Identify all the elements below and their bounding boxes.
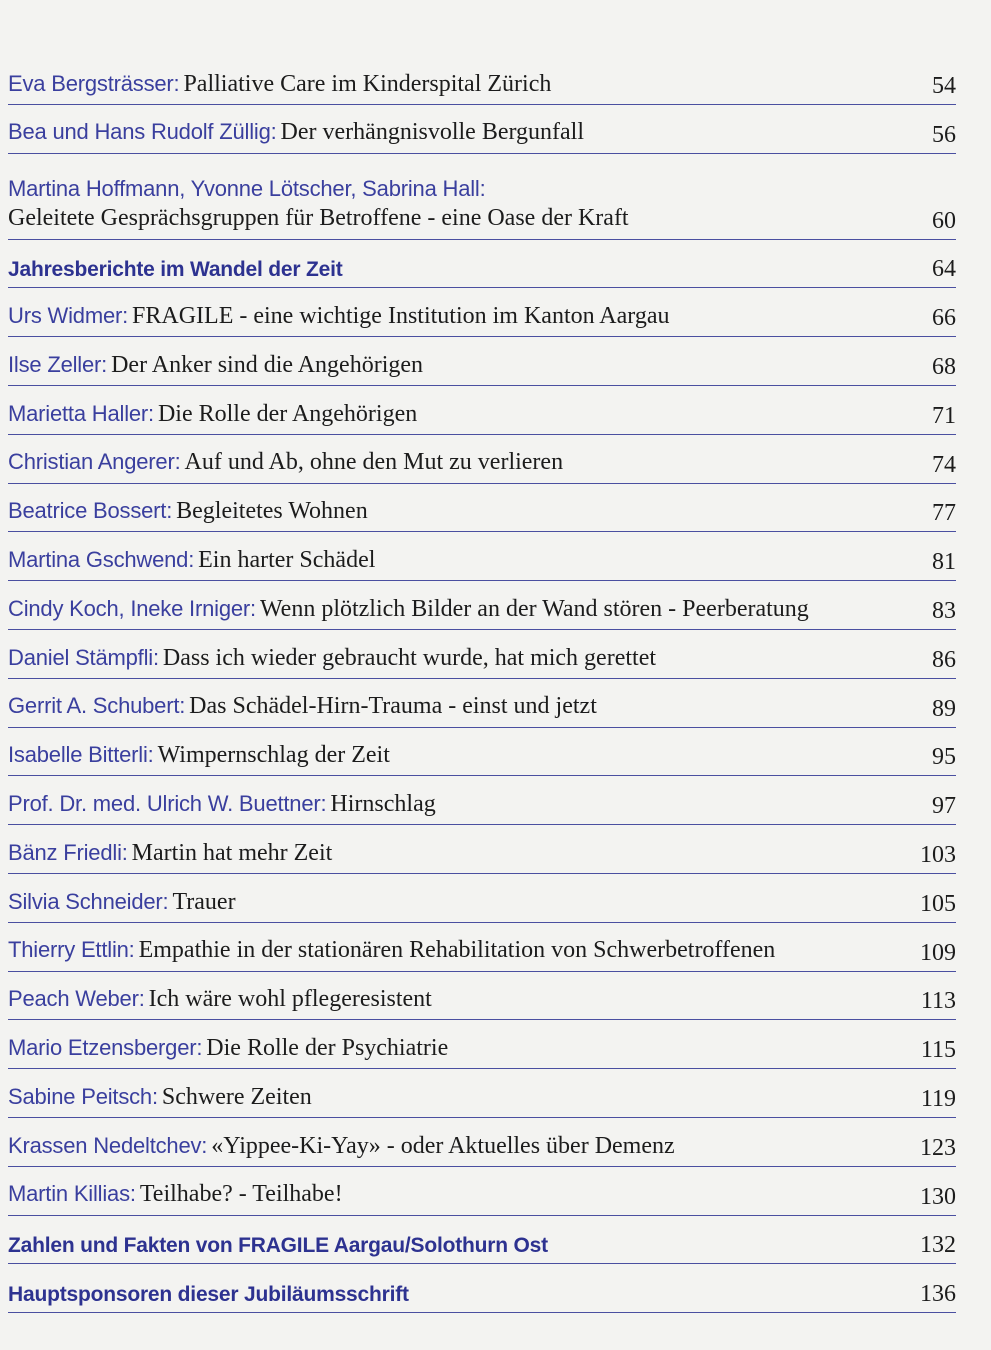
- toc-entry: [8, 154, 956, 240]
- toc-entry: [8, 581, 956, 630]
- toc-page-number: 81: [932, 549, 956, 576]
- toc-section-title: Jahresberichte im Wandel der Zeit: [8, 258, 343, 282]
- toc-page-number: 123: [920, 1134, 956, 1161]
- toc-entry: [8, 728, 956, 777]
- toc-entry: [8, 337, 956, 386]
- toc-title: Begleitetes Wohnen: [176, 498, 368, 525]
- toc-entry-text: [8, 1179, 902, 1210]
- toc-entry-text: [8, 740, 902, 771]
- toc-title: Teilhabe? - Teilhabe!: [139, 1181, 343, 1208]
- toc-entry-text: [8, 1131, 902, 1162]
- toc-page-number: 74: [932, 451, 956, 478]
- toc-title: Der verhängnisvolle Bergunfall: [280, 119, 585, 146]
- toc-entry: [8, 56, 956, 105]
- toc-entry-text: [8, 350, 902, 381]
- toc-author: Cindy Koch, Ineke Irniger:: [8, 595, 256, 621]
- toc-author: Martina Gschwend:: [8, 546, 195, 572]
- toc-title: Martin hat mehr Zeit: [131, 839, 333, 866]
- toc-page-number: 95: [932, 744, 956, 771]
- toc-author: Martina Hoffmann, Yvonne Lötscher, Sabrina Hall:: [8, 175, 486, 201]
- toc-entry: [8, 386, 956, 435]
- toc-author: Prof. Dr. med. Ulrich W. Buettner:: [8, 790, 327, 816]
- toc-entry-text: [8, 496, 902, 527]
- toc-title: Der Anker sind die Angehörigen: [111, 351, 424, 378]
- toc-title: Das Schädel-Hirn-Trauma - einst und jetzt: [189, 693, 597, 720]
- toc-entry-text: [8, 399, 902, 430]
- toc-entry-text: [8, 447, 902, 478]
- toc-entry: [8, 288, 956, 337]
- toc-title: Ein harter Schädel: [198, 546, 376, 573]
- toc-entry-text: [8, 117, 902, 148]
- toc-title: Palliative Care im Kinderspital Zürich: [183, 70, 552, 97]
- toc-title: Die Rolle der Psychiatrie: [206, 1034, 449, 1061]
- toc-entry: [8, 1069, 956, 1118]
- toc-author: Martin Killias:: [8, 1181, 136, 1207]
- toc-author: Isabelle Bitterli:: [8, 742, 154, 768]
- toc-author: Eva Bergsträsser:: [8, 70, 180, 96]
- toc-section-title: Hauptsponsoren dieser Jubiläumsschrift: [8, 1282, 409, 1306]
- toc-entry: [8, 972, 956, 1021]
- toc-page-number: 71: [932, 402, 956, 429]
- toc-entry-text: [8, 643, 902, 674]
- toc-entry: [8, 825, 956, 874]
- toc-title: FRAGILE - eine wichtige Institution im Kanton Aargau: [132, 303, 670, 329]
- toc-entry: [8, 1118, 956, 1167]
- toc-author: Krassen Nedeltchev:: [8, 1132, 208, 1158]
- toc-page-number: 97: [932, 793, 956, 820]
- toc-title: Die Rolle der Angehörigen: [157, 400, 418, 427]
- toc-entry-text: [8, 691, 902, 722]
- toc-author: Ilse Zeller:: [8, 351, 108, 377]
- toc-page-number: 105: [920, 890, 956, 917]
- toc-author: Urs Widmer:: [8, 303, 129, 328]
- toc-page-number: 64: [932, 256, 956, 283]
- toc-author: Christian Angerer:: [8, 449, 181, 475]
- toc-entry: [8, 923, 956, 972]
- toc-entry: [8, 105, 956, 154]
- toc-entry-text: [8, 256, 902, 283]
- toc-page-number: 86: [932, 646, 956, 673]
- table-of-contents: [8, 56, 956, 1313]
- toc-page-number: 83: [932, 597, 956, 624]
- toc-author: Daniel Stämpfli:: [8, 644, 159, 670]
- toc-entry-text: [8, 984, 902, 1015]
- toc-entry-text: [8, 1281, 902, 1308]
- toc-entry-text: [8, 301, 902, 332]
- toc-page-number: 68: [932, 353, 956, 380]
- toc-entry-text: [8, 69, 902, 100]
- toc-page-number: 130: [920, 1183, 956, 1210]
- toc-author: Peach Weber:: [8, 986, 145, 1012]
- toc-author: Beatrice Bossert:: [8, 498, 173, 524]
- toc-title: Wimpernschlag der Zeit: [157, 742, 390, 769]
- toc-entry: [8, 776, 956, 825]
- toc-title: Geleitete Gesprächsgruppen für Betroffene - eine Oase der Kraft: [8, 205, 629, 232]
- toc-section: [8, 1264, 956, 1313]
- toc-entry: [8, 484, 956, 533]
- toc-entry-text: [8, 594, 902, 625]
- toc-author: Sabine Peitsch:: [8, 1083, 158, 1109]
- toc-section: [8, 240, 956, 289]
- toc-entry-text: [8, 1033, 902, 1064]
- toc-author: Thierry Ettlin:: [8, 937, 135, 963]
- toc-author: Marietta Haller:: [8, 400, 154, 426]
- toc-page-number: 136: [920, 1281, 956, 1308]
- toc-entry-text: [8, 545, 902, 576]
- toc-page-number: 132: [920, 1232, 956, 1259]
- toc-author: Mario Etzensberger:: [8, 1034, 203, 1060]
- toc-title: Trauer: [172, 888, 236, 915]
- toc-page-number: 77: [932, 500, 956, 527]
- toc-title: Wenn plötzlich Bilder an der Wand stören - Peerberatung: [259, 595, 809, 622]
- toc-entry-text: [8, 1232, 902, 1259]
- toc-entry: [8, 1020, 956, 1069]
- toc-page-number: 54: [932, 72, 956, 99]
- toc-entry-text: [8, 887, 902, 918]
- toc-page-number: 103: [920, 841, 956, 868]
- toc-entry-text: [8, 1082, 902, 1113]
- toc-entry: [8, 630, 956, 679]
- toc-title: Empathie in der stationären Rehabilitation von Schwerbetroffenen: [138, 937, 776, 964]
- toc-entry-text: [8, 838, 902, 869]
- toc-page-number: 109: [920, 939, 956, 966]
- toc-title: Auf und Ab, ohne den Mut zu verlieren: [184, 449, 564, 476]
- toc-title: Ich wäre wohl pflegeresistent: [148, 986, 432, 1013]
- toc-entry-text: [8, 175, 902, 235]
- toc-entry: [8, 435, 956, 484]
- toc-entry: [8, 532, 956, 581]
- toc-entry-text: [8, 935, 902, 966]
- toc-author: Gerrit A. Schubert:: [8, 693, 186, 719]
- toc-entry: [8, 1167, 956, 1216]
- toc-page-number: 56: [932, 121, 956, 148]
- toc-section-title: Zahlen und Fakten von FRAGILE Aargau/Solothurn Ost: [8, 1234, 548, 1258]
- toc-title: Hirnschlag: [330, 790, 436, 817]
- toc-page-number: 60: [932, 207, 956, 234]
- toc-title: «Yippee-Ki-Yay» - oder Aktuelles über Demenz: [211, 1132, 675, 1159]
- toc-title: Schwere Zeiten: [161, 1083, 312, 1110]
- toc-entry-text: [8, 789, 902, 820]
- toc-author: Bänz Friedli:: [8, 839, 128, 865]
- toc-page-number: 115: [920, 1037, 956, 1064]
- toc-page-number: 66: [932, 305, 956, 332]
- toc-entry: [8, 679, 956, 728]
- toc-page-number: 113: [920, 988, 956, 1015]
- toc-page-number: 89: [932, 695, 956, 722]
- toc-author: Bea und Hans Rudolf Züllig:: [8, 119, 277, 145]
- toc-author: Silvia Schneider:: [8, 888, 169, 914]
- toc-title: Dass ich wieder gebraucht wurde, hat mich gerettet: [162, 644, 657, 671]
- toc-entry: [8, 874, 956, 923]
- toc-page-number: 119: [920, 1085, 956, 1112]
- toc-section: [8, 1216, 956, 1265]
